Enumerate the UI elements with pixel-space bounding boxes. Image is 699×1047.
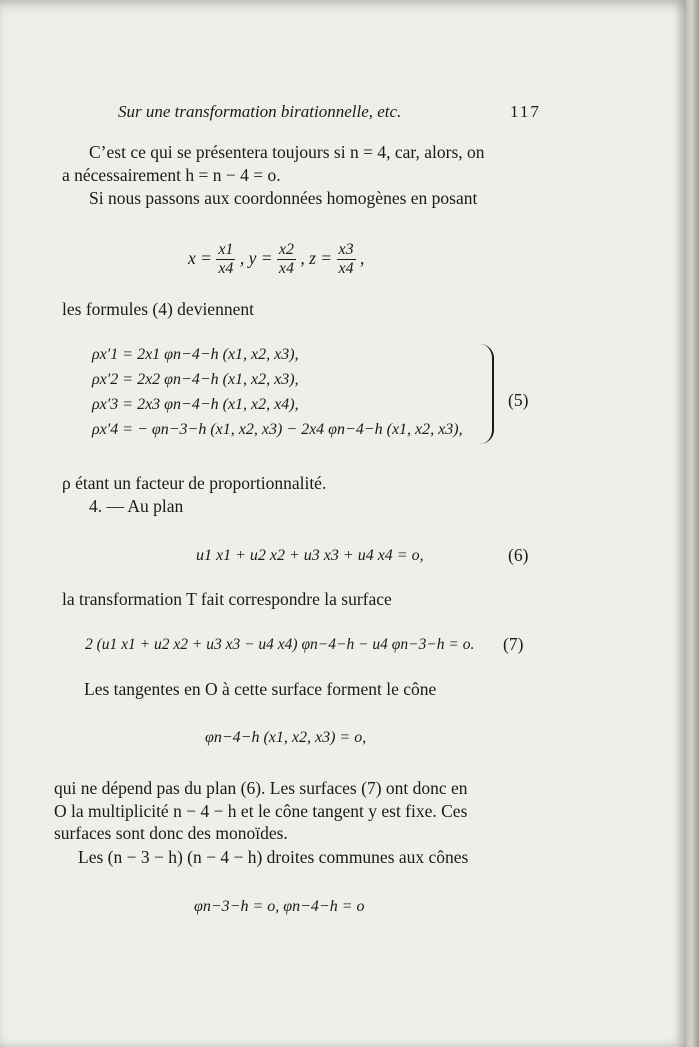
paragraph-line: O la multiplicité n − 4 − h et le cône tangent y est fixe. Ces	[54, 801, 468, 821]
paragraph-line: a nécessairement h = n − 4 = o.	[62, 165, 281, 185]
equation-label: (7)	[503, 634, 524, 654]
fraction-numerator: x2	[278, 241, 294, 259]
fraction-lhs: , z =	[300, 248, 333, 268]
system-line: ρx′1 = 2x1 φn−4−h (x1, x2, x3),	[92, 346, 299, 363]
system-line: ρx′4 = − φn−3−h (x1, x2, x3) − 2x4 φn−4−h (x1, x2, x3),	[92, 421, 463, 438]
fraction-denominator: x4	[338, 260, 354, 278]
paragraph-line: les formules (4) deviennent	[62, 299, 254, 319]
system-line: ρx′3 = 2x3 φn−4−h (x1, x2, x4),	[92, 396, 299, 413]
paragraph-line: Si nous passons aux coordonnées homogènes en posant	[89, 188, 478, 208]
equation-final: φn−3−h = o, φn−4−h = o	[194, 898, 365, 915]
fraction-denominator: x4	[278, 260, 294, 278]
equation-label: (6)	[508, 545, 529, 565]
system-brace	[478, 344, 494, 444]
section-heading: 4. — Au plan	[89, 496, 184, 516]
running-header: Sur une transformation birationnelle, etc.	[118, 102, 402, 121]
fraction	[337, 241, 356, 278]
fraction	[277, 241, 296, 278]
fraction	[216, 241, 235, 278]
paragraph-line: qui ne dépend pas du plan (6). Les surfaces (7) ont donc en	[54, 778, 468, 798]
fraction-lhs: x =	[188, 248, 212, 268]
paragraph-line: la transformation T fait correspondre la surface	[62, 589, 392, 609]
equation-7: 2 (u1 x1 + u2 x2 + u3 x3 − u4 x4) φn−4−h − u4 φn−3−h = o.	[85, 636, 475, 653]
equation-6: u1 x1 + u2 x2 + u3 x3 + u4 x4 = o,	[196, 547, 424, 564]
fraction-numerator: x3	[338, 241, 354, 259]
equation-fractions	[188, 236, 364, 280]
paragraph-line: C’est ce qui se présentera toujours si n = 4, car, alors, on	[89, 142, 485, 162]
page-number: 117	[510, 102, 541, 121]
paragraph-line: surfaces sont donc des monoïdes.	[54, 823, 288, 843]
paragraph-line: ρ étant un facteur de proportionnalité.	[62, 473, 327, 493]
paragraph-line: Les (n − 3 − h) (n − 4 − h) droites communes aux cônes	[78, 847, 469, 867]
equation-label: (5)	[508, 390, 529, 410]
fraction-lhs: , y =	[239, 248, 273, 268]
system-line: ρx′2 = 2x2 φn−4−h (x1, x2, x3),	[92, 371, 299, 388]
fraction-denominator: x4	[218, 260, 234, 278]
equation-cone: φn−4−h (x1, x2, x3) = o,	[205, 729, 367, 746]
fraction-end: ,	[359, 248, 365, 268]
page-edge	[686, 0, 699, 1047]
paragraph-line: Les tangentes en O à cette surface forment le cône	[84, 679, 437, 699]
fraction-numerator: x1	[218, 241, 234, 259]
